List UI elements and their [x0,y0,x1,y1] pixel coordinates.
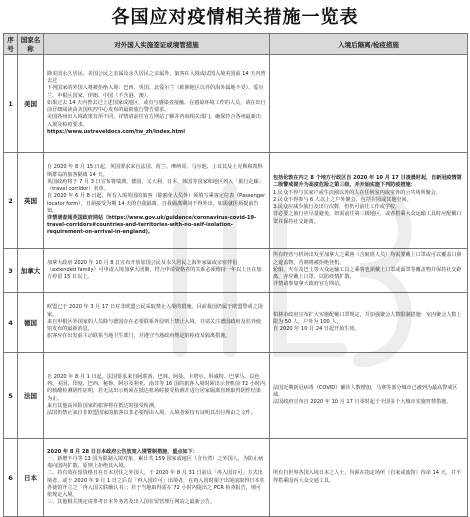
quarantine-paragraph: 法国政府宣布自 2020 年 10 月 17 日零时起于全国多个大城市实施宵禁措施。 [273,399,452,406]
quarantine-paragraph: 法国近期新冠病毒（COVID）确诊人数增加，马赛等部分城市已被列为最高警戒区域。 [273,384,458,398]
header-country: 国家名称 [18,34,44,55]
country-name: 英国 [18,153,44,249]
quarantine-paragraph: 详情请参加拿大政府官方网站。 [273,281,345,288]
entry-paragraph: 加拿大政府 2020 年 10 月 8 日宣布开放加国公民及永久居民之海外家属或亲密伴侣（extended family）可申请入境加拿大团聚，符合申请资格者的关系必须维持一年以上且在加方停留 15 日以上。 [47,259,262,281]
entry-measures-cell [44,153,270,249]
row-number: 5 [4,353,18,439]
quarantine-measures-cell [270,153,468,249]
entry-paragraph: 来自其他高风险国家的旅客将在抵达时接受检测。 [47,402,160,409]
country-name: 法国 [18,353,44,439]
quarantine-measures-cell [270,249,468,293]
entry-link[interactable]: 详情请查阅英国政府网站（https://www.gov.uk/guidance/coronavirus-covid-19-travel-corridors#countries-and-territories-with-no-self-isolation-requirement-on-arrival-in-england)。 [47,214,257,236]
entry-paragraph: 自 2020 年 8 月 1 日起，法国要求来自阿联酋、巴林、阿曼、卡塔尔、科威特、巴拿马、以色列、美国、印度、巴西、秘鲁、阿尔及利亚、南非等 16 国的旅客入境时须出示登机前 72 小时内的核酸检测阴性证明，若无法出示则须在抵达机场时接受检测并进行居家隔离直到取得阴性结果为止。 [47,373,266,402]
quarantine-paragraph: 非必要之旅行应尽量避免，如需前往第三级地区，或者搭乘大众运输工具时应配戴口罩并保持社交距离。 [273,211,462,225]
entry-paragraph: 来自申根区外国家的人员除与德国存在必要联系外原则上禁止入境，并请关注德国政府及驻外使馆发布的最新消息。 [47,318,261,333]
quarantine-measures-cell [270,293,468,353]
entry-measures-cell [44,439,270,517]
quarantine-paragraph: 3.民众应减少旅行及出行次数，但仍可前往工作或学校。 [273,204,401,211]
table-row [4,55,468,153]
row-number: 3 [4,249,18,293]
entry-paragraph: 英国政府将于 7 月 3 日宣布将瑞典、德国、义大利、日本、韩国等国家和地区列入「旅行走廊」（travel corridor）名单。 [47,178,264,193]
entry-measures-cell [44,353,270,439]
quarantine-paragraph: 柏林市政府宣布扩大实施配戴口罩规定，并加强聚会人数限制措施：室内聚会人数上限为 50 人，户外为 100 人。 [273,311,462,325]
entry-paragraph: 如果过去 14 天内曾去过上述国家或地区，或有与感染者接触、在感染环境工作的人员，请在出行前仔细阅读由美国疾控中心发布的最新旅行警告要求。 [47,99,266,114]
entry-paragraph: 下列国家的外国人将被拒绝入境：巴西、英国、北爱尔兰（欧洲地区以外的海外属地不受）、爱尔兰、申根区国家、伊朗、中国（不含港、澳）。 [47,85,264,99]
table-row [4,249,468,293]
quarantine-measures-cell [270,353,468,439]
header-no: 序号 [4,34,18,55]
entry-paragraph: 一、新增不丹等 13 国为限制入境对象，累计共 159 国家或地区（含台湾）之外国人，为防止病毒向国内扩散，原则上拒绝其入境。 [47,455,264,470]
country-name: 日本 [18,439,44,517]
entry-paragraph: 2020 年 8 月 28 日日本政府公告放宽入境管制措施，重点如下： [47,448,198,455]
row-number: 6 [4,439,18,517]
entry-measures-cell [44,293,270,353]
table-row [4,353,468,439]
entry-paragraph: 欧盟已于 2020 年 3 月 17 日对非欧盟公民采取禁止入境的措施。目前我国仍属于欧盟警戒之国家。 [47,304,263,318]
quarantine-paragraph: 1.民众不得与其家户或生活圈以外的人在任何室内或室外的公共场所聚会。 [273,189,441,196]
entry-paragraph: 自 2020 年 6 月 8 日起，所有入境英国的旅客（除豁免人员外）须填写乘客定位表（Passenger locator form），且须接受为期 14 天的自我隔离。自我隔离期间不得外出，如需就医须提前告知。 [47,193,266,214]
entry-paragraph: 自 2020 年 8 月 15 日起，英国要求来自法国、荷兰、摩纳哥、马尔他、土耳其及土克斯和凯科斯群岛的旅客隔离 14 天。 [47,164,263,178]
entry-paragraph: 法国仍禁止来自非欧盟国家的旅客以非必要理由入境，入境者须持有证明其出行理由之文件。 [47,409,256,416]
row-number: 1 [4,55,18,153]
header-quarantine-measures: 入境后隔离/检疫措施 [270,34,468,55]
quarantine-measures-cell [270,439,468,517]
entry-paragraph: 美国各州出入境政策有所不同，详情请前往官方网站了解并咨询相关部门，确保符合各州最新出入境及检疫要求。 [47,114,261,128]
entry-paragraph: 除美国永久居民、美国公民之亲属及永久居民之亲属外，旅客在入境或试图入境美国前 14 天内曾去过 [47,71,266,85]
table-row [4,153,468,249]
table-header-row [4,34,468,55]
entry-link[interactable]: https://www.ustraveldocs.com/tw_zh/index.html [47,128,185,135]
entry-measures-cell [44,55,270,153]
row-number: 4 [4,293,18,353]
entry-paragraph: 二、持有效在留资格且在日本居住之外国人，于 2020 年 8 月 31 日前以「再入国许可」方式出境者，或于 2020 年 9 月 1 日之后以「再入国许可」出境者，在再入国时须于出境前取得日本驻外使馆开立之「再入国关联确认书」；若于当地取得需在 72 小时内提出之 PCR 检查报告，则可依规定入境。 [47,470,265,498]
entry-paragraph: 旅客应在出发前主动联系当地卫生部门，并遵守当地政府规定的检疫及隔离措施。 [47,333,231,340]
header-entry-measures: 对外国人实施签证或境管措施 [44,34,270,55]
quarantine-paragraph: 所有经营与机场出发至加拿大之乘客（含航班人员）均需要戴上口罩或可以覆盖口鼻之遮盖物，否则将被拒绝登机。 [273,252,462,266]
quarantine-paragraph: 自 2020 年 10 月 24 日起开始生效。 [273,326,360,333]
entry-measures-cell [44,249,270,293]
measures-table [3,33,468,517]
quarantine-paragraph: 轮船、火车及巴士等大众运输工具之乘客也须戴上口罩或面罩等覆盖物并保持社交距离，亦应戴上口罩，以防疫情扩散。 [273,266,462,281]
row-number: 2 [4,153,18,249]
document-title: 各国应对疫情相关措施一览表 [111,7,359,28]
table-row [4,293,468,353]
quarantine-measures-cell [270,55,468,153]
quarantine-paragraph: 2.民众不得参与 6 人以上之户外聚会，包括在园或其他空间。 [273,196,412,203]
quarantine-paragraph: 包括伦敦在内之 8 个地方行政区自 2020 年 10 月 17 日凌晨时起，自新冠疫情第二级警戒提升为高度危险之第三级，并开始实施下列防疫措施： [273,175,462,189]
country-name: 德国 [18,293,44,353]
entry-paragraph: 三、其他相关规定请参考日本外务省及出入国在留管理厅网站之最新公告。 [47,499,216,506]
table-row [4,439,468,517]
country-name: 美国 [18,55,44,153]
quarantine-paragraph: 所有自世界各国入境日本之人士，均须在指定场所（自家或旅馆）待命 14 天，并不得搭乘国内大众交通工具。 [273,470,462,484]
country-name: 加拿大 [18,249,44,293]
